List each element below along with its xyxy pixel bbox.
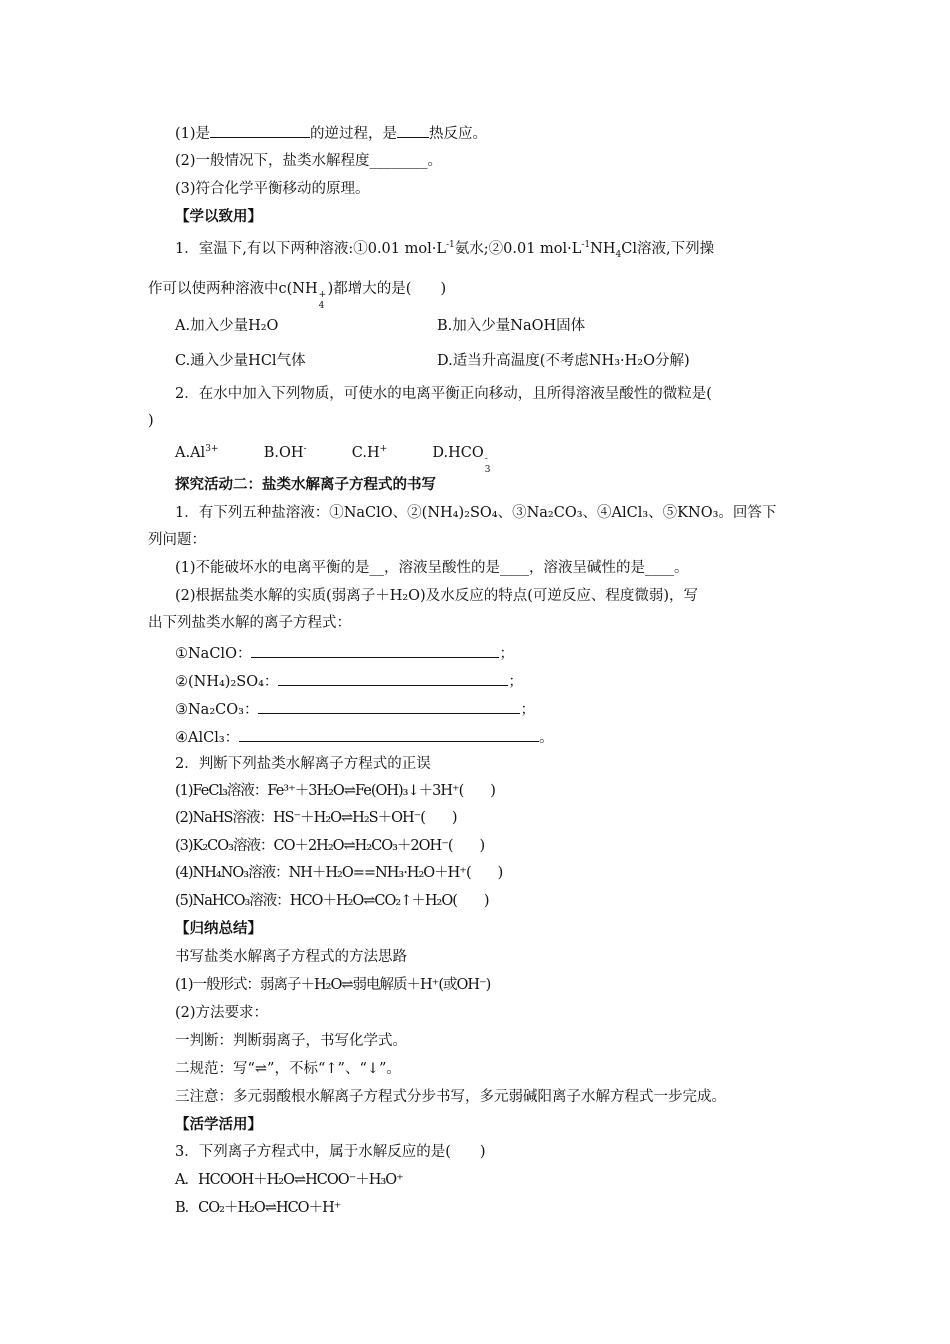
answer-blank xyxy=(278,671,508,686)
e2-item-1: (1)FeCl₃溶液：Fe³⁺＋3H₂O⇌Fe(OH)₃↓＋3H⁺( ) xyxy=(175,783,495,799)
q1-option-c: C.通入少量HCl气体 xyxy=(175,353,306,369)
text: (1)是 xyxy=(175,126,211,142)
q1-option-b: B.加入少量NaOH固体 xyxy=(437,318,586,334)
e1-sub2-line2: 出下列盐类水解的离子方程式： xyxy=(148,615,351,631)
e2-item-3: (3)K₂CO₃溶液：CO＋2H₂O⇌H₂CO₃＋2OH⁻( ) xyxy=(175,838,485,854)
text: 氨水;②0.01 mol·L xyxy=(454,241,582,257)
text: ； xyxy=(520,702,535,718)
text: ④AlCl₃： xyxy=(175,730,240,746)
answer-blank xyxy=(210,123,310,138)
summary-line-4: 二规范：写“⇌”，不标“↑”、“↓”。 xyxy=(175,1061,401,1077)
part1-line1 xyxy=(175,123,487,144)
summary-line-2: (2)方法要求： xyxy=(175,1005,269,1021)
q2-option-d: D.HCO xyxy=(432,445,484,461)
e2-item-4: (4)NH₄NO₃溶液：NH＋H₂O==NH₃·H₂O＋H⁺( ) xyxy=(175,865,503,881)
section-heading-live: 【活学活用】 xyxy=(175,1117,262,1133)
q3-stem: 3．下列离子方程式中，属于水解反应的是( ) xyxy=(175,1144,486,1160)
q2-stem-line2: ) xyxy=(148,413,154,429)
part1-line2: (2)一般情况下，盐类水解程度________。 xyxy=(175,153,443,169)
text: ； xyxy=(508,674,523,690)
q2-options: $A.Al^{3+}$ B.OH- C.H+ D.HCO - 3 xyxy=(175,444,491,475)
text: 的逆过程，是 xyxy=(310,126,398,142)
text: 1．室温下,有以下两种溶液:①0.01 mol·L xyxy=(175,241,446,257)
section-heading-apply: 【学以致用】 xyxy=(175,209,262,225)
answer-blank xyxy=(397,123,429,138)
text: )都增大的是( ) xyxy=(327,281,447,297)
e2-title: 2．判断下列盐类水解离子方程式的正误 xyxy=(175,756,431,772)
summary-line-5: 三注意：多元弱酸根水解离子方程式分步书写，多元弱碱阳离子水解方程式一步完成。 xyxy=(175,1089,726,1105)
part1-line3: (3)符合化学平衡移动的原理。 xyxy=(175,181,370,197)
answer-blank xyxy=(251,643,499,658)
summary-line-0: 书写盐类水解离子方程式的方法思路 xyxy=(175,949,407,965)
text: ③Na₂CO₃： xyxy=(175,702,259,718)
q1-option-d: D.适当升高温度(不考虑NH₃·H₂O分解) xyxy=(437,353,690,369)
q2-option-b: B.OH xyxy=(263,445,304,461)
summary-line-3: 一判断：判断弱离子，书写化学式。 xyxy=(175,1033,407,1049)
section-heading-explore2: 探究活动二：盐类水解离子方程式的书写 xyxy=(175,477,436,493)
e1-sub2-line1: (2)根据盐类水解的实质(弱离子＋H₂O)及水反应的特点(可逆反应、程度微弱)，写 xyxy=(175,588,699,604)
q1-stem-line1: 1．室温下,有以下两种溶液:①0.01 $mol\cdot L^{-1}$氨水;②0.01 $mol\cdot L^{-1}NH_4Cl$溶液,下列操 xyxy=(175,240,715,260)
text: NH xyxy=(590,241,616,257)
e1-formula-4 xyxy=(175,727,554,748)
section-heading-summary: 【归纳总结】 xyxy=(175,921,262,937)
text: 作可以使两种溶液中c(NH xyxy=(148,281,318,297)
text: ②(NH₄)₂SO₄： xyxy=(175,674,279,690)
q2-option-c: C.H xyxy=(351,445,380,461)
e1-stem-line1: 1．有下列五种盐溶液：①NaClO、②(NH₄)₂SO₄、③Na₂CO₃、④AlCl₃、⑤KNO₃。回答下 xyxy=(175,505,777,521)
q1-stem-line2: 作可以使两种溶液中c(NH + 4 )都增大的是( ) xyxy=(148,281,447,311)
text: ①NaClO： xyxy=(175,646,252,662)
q2-option-a: A.Al xyxy=(175,445,206,461)
e2-item-5: (5)NaHCO₃溶液：HCO＋H₂O⇌CO₂↑＋H₂O( ) xyxy=(175,893,489,909)
e1-stem-line2: 列问题： xyxy=(148,532,206,548)
q1-option-a: A.加入少量H₂O xyxy=(175,318,279,334)
answer-blank xyxy=(239,727,539,742)
text: Cl溶液,下列操 xyxy=(621,241,715,257)
answer-blank xyxy=(258,699,520,714)
q3-option-b: B．CO₂＋H₂O⇌HCO＋H⁺ xyxy=(175,1200,341,1216)
q2-stem-line1: 2．在水中加入下列物质，可使水的电离平衡正向移动，且所得溶液呈酸性的微粒是( xyxy=(175,386,712,402)
q3-option-a: A．HCOOH＋H₂O⇌HCOO⁻＋H₃O⁺ xyxy=(175,1172,403,1188)
e1-formula-2 xyxy=(175,671,523,692)
text: 热反应。 xyxy=(429,126,488,142)
summary-line-1: (1)一般形式：弱离子＋H₂O⇌弱电解质＋H⁺(或OH⁻) xyxy=(175,977,491,993)
e2-item-2: (2)NaHS溶液：HS⁻＋H₂O⇌H₂S＋OH⁻( ) xyxy=(175,810,457,826)
e1-sub1: (1)不能破坏水的电离平衡的是__，溶液呈酸性的是____，溶液呈碱性的是____。 xyxy=(175,560,689,576)
e1-formula-3 xyxy=(175,699,535,720)
text: ； xyxy=(499,646,514,662)
e1-formula-1 xyxy=(175,643,514,664)
text: 。 xyxy=(539,730,554,746)
